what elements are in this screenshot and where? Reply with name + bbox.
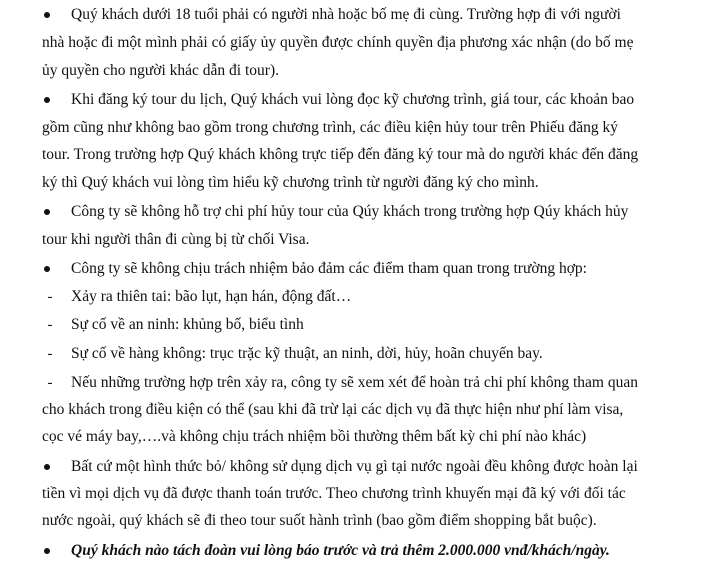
line-text: cọc vé máy bay,….và không chịu trách nhiệm bồi thường thêm bất kỳ chi phí nào khác) <box>42 428 587 445</box>
line-10 <box>0 256 716 282</box>
dash-marker: - <box>47 317 53 333</box>
line-text: Nếu những trường hợp trên xảy ra, công ty sẽ xem xét để hoàn trả chi phí không tham quan <box>71 374 638 391</box>
line-17 <box>0 454 716 480</box>
bullet-icon <box>44 97 50 103</box>
line-text: cho khách trong điều kiện có thể (sau khi đã trừ lại các dịch vụ đã thực hiện như phí làm visa, <box>42 401 624 418</box>
line-2 <box>0 30 716 56</box>
line-4 <box>0 87 716 113</box>
dash-marker: - <box>47 289 53 305</box>
line-8 <box>0 199 716 225</box>
line-text: Sự cố về an ninh: khủng bố, biểu tình <box>71 316 304 333</box>
line-text: Công ty sẽ không chịu trách nhiệm bảo đảm các điểm tham quan trong trường hợp: <box>71 260 587 277</box>
line-text: ký thì Quý khách vui lòng tìm hiểu kỹ chương trình từ người đăng ký cho mình. <box>42 174 539 191</box>
bullet-icon <box>44 548 50 554</box>
line-13 <box>0 341 716 367</box>
bullet-icon <box>44 209 50 215</box>
line-text: tour. Trong trường hợp Quý khách không trực tiếp đến đăng ký tour mà do người khác đến đăng <box>42 146 639 163</box>
line-15 <box>0 397 716 423</box>
line-5 <box>0 115 716 141</box>
line-12 <box>0 312 716 338</box>
line-9 <box>0 227 716 253</box>
line-text: Xảy ra thiên tai: bão lụt, hạn hán, động đất… <box>71 288 352 305</box>
line-18 <box>0 481 716 507</box>
dash-marker: - <box>47 375 53 391</box>
line-text: ủy quyền cho người khác dẫn đi tour). <box>42 62 279 79</box>
line-text: Quý khách nào tách đoàn vui lòng báo trước và trả thêm 2.000.000 vnđ/khách/ngày. <box>71 542 610 559</box>
line-text: tour khi người thân đi cùng bị từ chối Visa. <box>42 231 310 248</box>
line-text: gồm cũng như không bao gồm trong chương trình, các điều kiện hủy tour trên Phiếu đăng ký <box>42 119 619 136</box>
line-6 <box>0 142 716 168</box>
line-20 <box>0 538 716 564</box>
line-text: Sự cố về hàng không: trục trặc kỹ thuật, an ninh, dời, hủy, hoãn chuyến bay. <box>71 345 543 362</box>
line-16 <box>0 424 716 450</box>
line-text: Bất cứ một hình thức bỏ/ không sử dụng dịch vụ gì tại nước ngoài đều không được hoàn lại <box>71 458 638 475</box>
line-19 <box>0 508 716 534</box>
bullet-icon <box>44 266 50 272</box>
line-3 <box>0 58 716 84</box>
line-text: tiền vì mọi dịch vụ đã được thanh toán trước. Theo chương trình khuyến mại đã ký với đối tác <box>42 485 626 502</box>
line-text: nước ngoài, quý khách sẽ đi theo tour suốt hành trình (bao gồm điểm shopping bắt buộc). <box>42 512 597 529</box>
line-14 <box>0 370 716 396</box>
line-text: Khi đăng ký tour du lịch, Quý khách vui lòng đọc kỹ chương trình, giá tour, các khoản bao <box>71 91 635 108</box>
line-7 <box>0 170 716 196</box>
bullet-icon <box>44 12 50 18</box>
line-1 <box>0 2 716 28</box>
line-text: Quý khách dưới 18 tuổi phải có người nhà hoặc bố mẹ đi cùng. Trường hợp đi với người <box>71 6 621 23</box>
line-text: nhà hoặc đi một mình phải có giấy ủy quyền được chính quyền địa phương xác nhận (do bố mẹ <box>42 34 634 51</box>
line-text: Công ty sẽ không hỗ trợ chi phí hủy tour của Qúy khách trong trường hợp Qúy khách hủy <box>71 203 629 220</box>
dash-marker: - <box>47 346 53 362</box>
line-11 <box>0 284 716 310</box>
bullet-icon <box>44 464 50 470</box>
